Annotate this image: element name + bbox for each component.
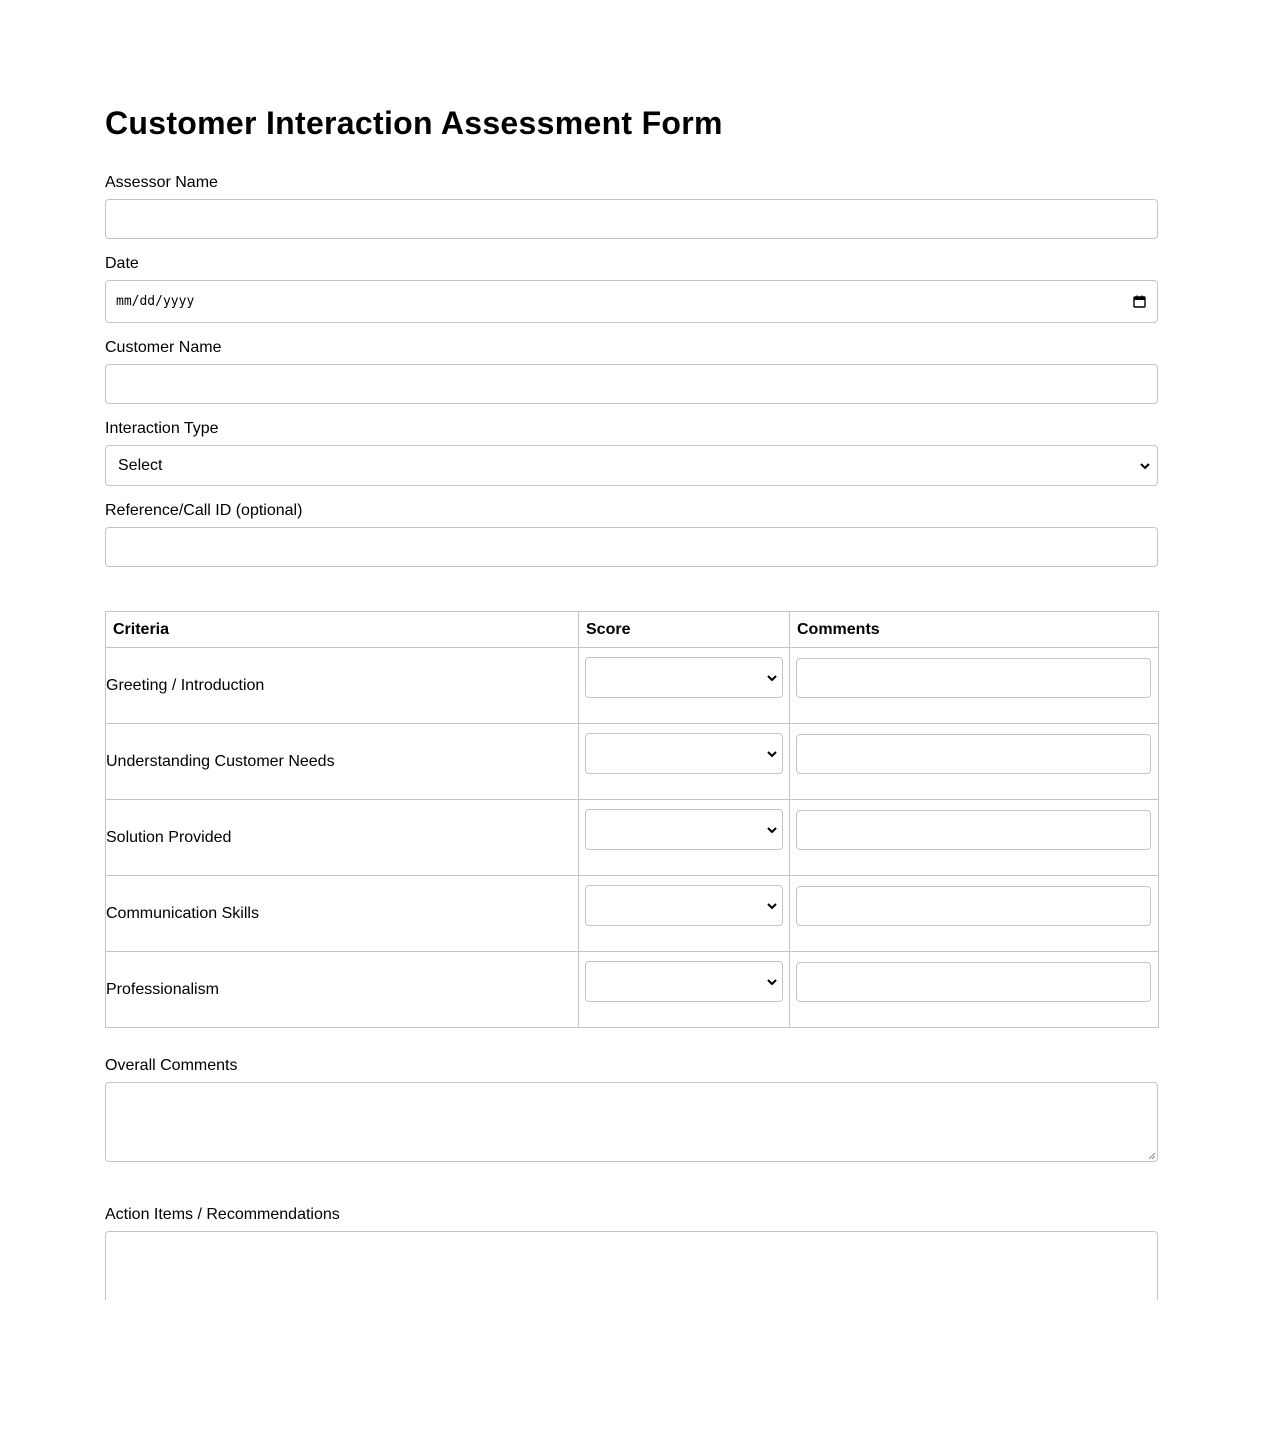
overall-comments-label: Overall Comments <box>105 1057 238 1074</box>
score-select[interactable] <box>585 657 783 698</box>
comment-input[interactable] <box>796 734 1151 774</box>
chevron-down-icon <box>766 825 778 835</box>
criterion-name: Communication Skills <box>106 876 579 952</box>
score-cell <box>579 800 790 876</box>
date-label: Date <box>105 255 139 272</box>
comment-input[interactable] <box>796 962 1151 1002</box>
table-row <box>106 648 1159 724</box>
chevron-down-icon <box>1139 461 1151 471</box>
customer-name-input[interactable] <box>105 364 1158 404</box>
criteria-table <box>105 611 1159 1028</box>
resize-grip-icon[interactable] <box>1147 1151 1156 1160</box>
criteria-table-header <box>106 612 1159 648</box>
table-row <box>106 876 1159 952</box>
calendar-icon[interactable] <box>1133 295 1146 308</box>
overall-comments-textarea[interactable] <box>105 1082 1158 1162</box>
comment-input[interactable] <box>796 886 1151 926</box>
reference-id-input[interactable] <box>105 527 1158 567</box>
header-criteria: Criteria <box>106 612 579 648</box>
action-items-label: Action Items / Recommendations <box>105 1206 340 1223</box>
chevron-down-icon <box>766 673 778 683</box>
comment-cell <box>790 876 1159 952</box>
chevron-down-icon <box>766 977 778 987</box>
score-select[interactable] <box>585 961 783 1002</box>
table-row <box>106 724 1159 800</box>
comment-cell <box>790 952 1159 1028</box>
comment-cell <box>790 648 1159 724</box>
comment-cell <box>790 724 1159 800</box>
interaction-type-select[interactable] <box>105 445 1158 486</box>
score-select[interactable] <box>585 885 783 926</box>
score-cell <box>579 876 790 952</box>
comment-input[interactable] <box>796 810 1151 850</box>
date-input[interactable] <box>105 280 1158 323</box>
score-cell <box>579 952 790 1028</box>
date-placeholder: mm/dd/yyyy <box>116 294 195 309</box>
criterion-name: Professionalism <box>106 952 579 1028</box>
viewport-clip <box>0 1300 1263 1439</box>
reference-id-label: Reference/Call ID (optional) <box>105 502 303 519</box>
header-score: Score <box>579 612 790 648</box>
table-row <box>106 800 1159 876</box>
score-select[interactable] <box>585 809 783 850</box>
header-comments: Comments <box>790 612 1159 648</box>
chevron-down-icon <box>766 901 778 911</box>
page-title: Customer Interaction Assessment Form <box>105 105 723 141</box>
criterion-name: Greeting / Introduction <box>106 648 579 724</box>
table-row <box>106 952 1159 1028</box>
score-cell <box>579 724 790 800</box>
chevron-down-icon <box>766 749 778 759</box>
comment-input[interactable] <box>796 658 1151 698</box>
interaction-type-selected: Select <box>118 456 163 474</box>
interaction-type-label: Interaction Type <box>105 420 219 437</box>
assessor-name-input[interactable] <box>105 199 1158 239</box>
comment-cell <box>790 800 1159 876</box>
score-select[interactable] <box>585 733 783 774</box>
criterion-name: Understanding Customer Needs <box>106 724 579 800</box>
customer-name-label: Customer Name <box>105 339 222 356</box>
score-cell <box>579 648 790 724</box>
assessor-name-label: Assessor Name <box>105 174 218 191</box>
criterion-name: Solution Provided <box>106 800 579 876</box>
